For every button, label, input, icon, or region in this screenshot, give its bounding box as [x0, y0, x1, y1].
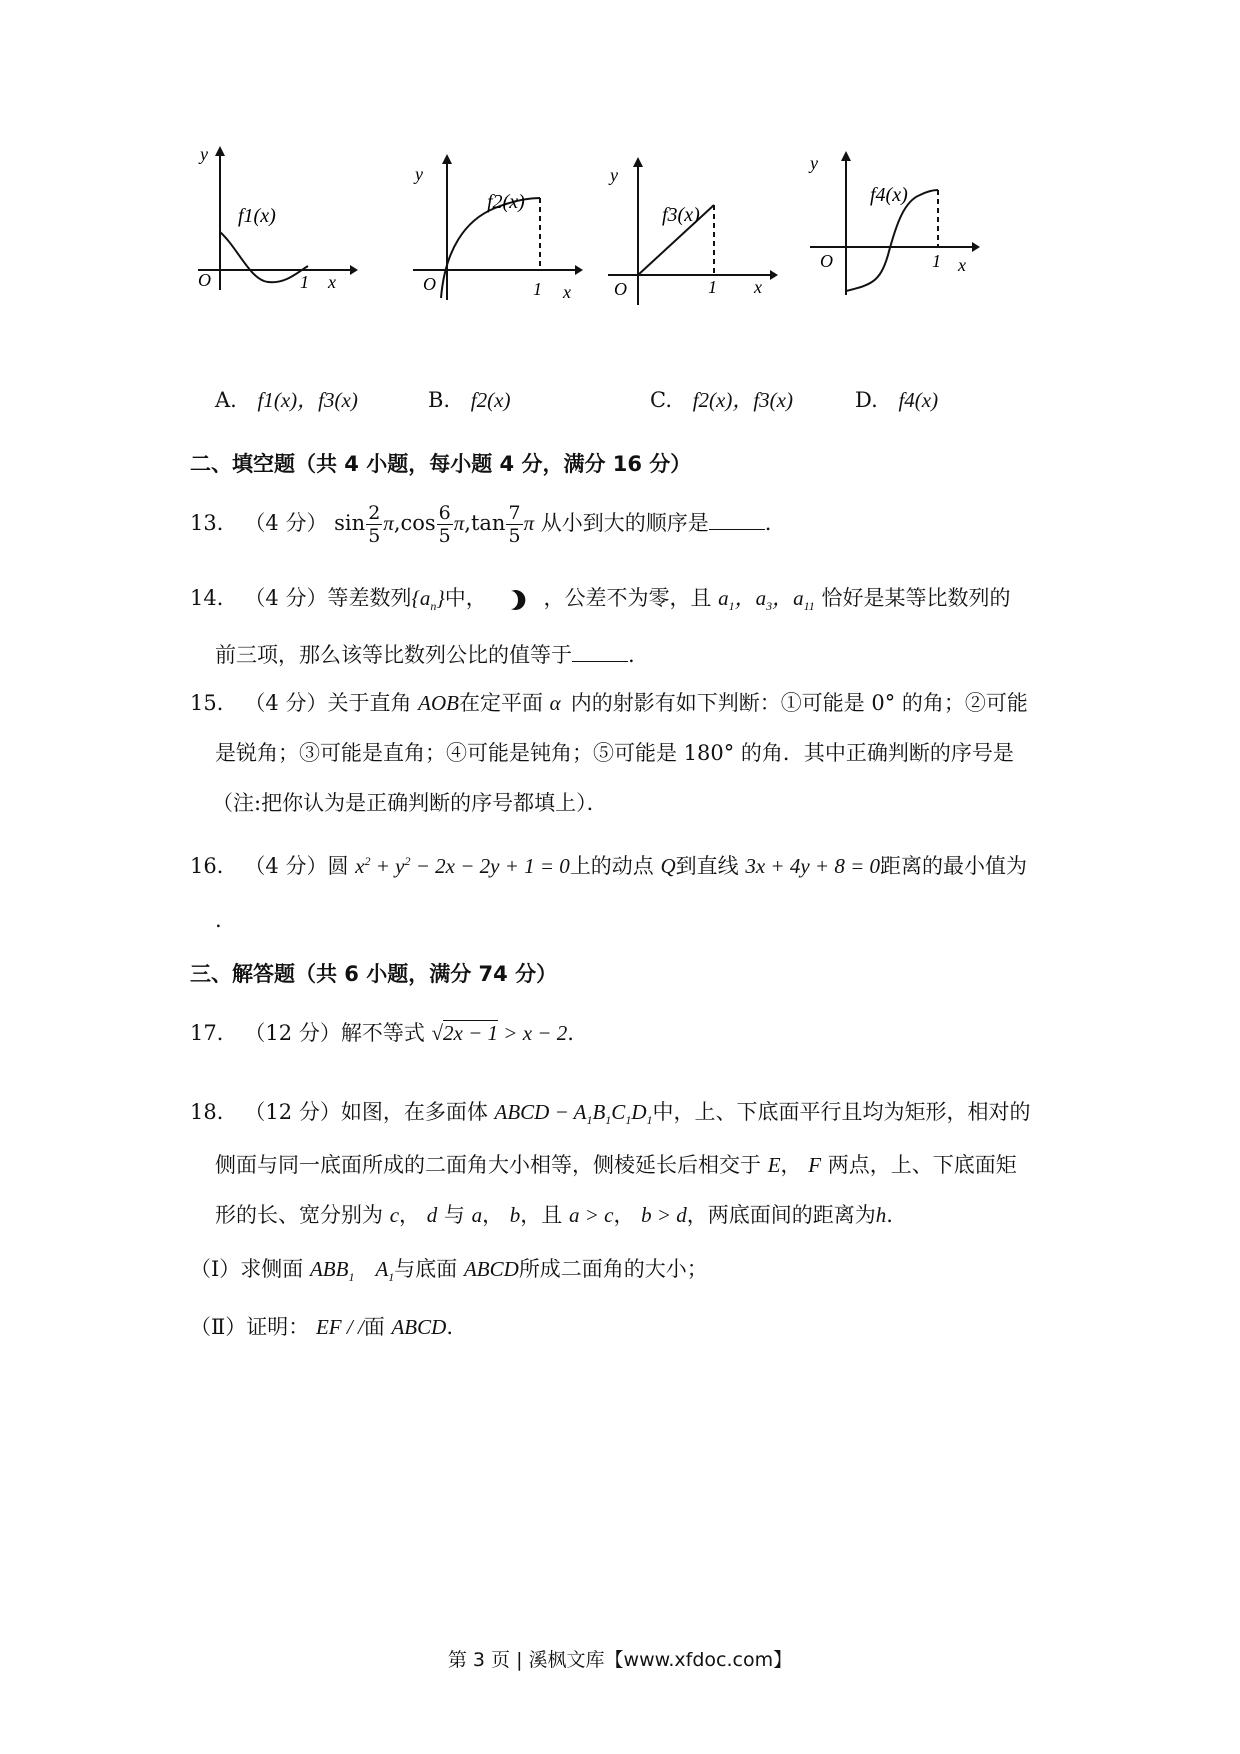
option-b [428, 385, 510, 415]
q15-number: 15． [190, 691, 238, 715]
question-18-line3: 形的长、宽分别为 c， d 与 a， b，且 a > c， b > d，两底面间的距离为h. [215, 1203, 893, 1227]
graph-f1 [190, 140, 360, 320]
graph-f2-origin: O [423, 274, 436, 294]
graph-f1-tick: 1 [300, 272, 309, 292]
graph-f4-tick: 1 [932, 251, 941, 271]
section-3-heading: 三、解答题（共 6 小题，满分 74 分） [190, 962, 558, 986]
option-a [215, 385, 358, 415]
question-18-line2: 侧面与同一底面所成的二面角大小相等，侧棱延长后相交于 E， F 两点，上、下底面矩 [215, 1153, 1017, 1177]
q13-number: 13． [190, 511, 238, 535]
crescent-icon [507, 589, 529, 611]
q14-blank [572, 643, 628, 662]
graph-f2-svg [405, 150, 585, 330]
option-d-letter: D. [855, 388, 878, 412]
option-a-text: f1(x)，f3(x) [257, 388, 358, 412]
graph-f3-x-label: x [754, 277, 762, 297]
q14-score: （4 分） [244, 586, 328, 610]
q13-blank [709, 511, 765, 530]
graph-f1-origin: O [198, 270, 211, 290]
option-c-letter: C. [650, 388, 672, 412]
graph-f4-x-label: x [958, 255, 966, 275]
graph-f2-x-label: x [563, 282, 571, 302]
question-18: 18． （12 分）如图，在多面体 ABCD − $A_1B_1C_1D_1$中，上、下底面平行且均为矩形，相对的 [190, 1100, 1031, 1128]
q17-number: 17． [190, 1021, 238, 1045]
question-15-line2: 是锐角；③可能是直角；④可能是钝角；⑤可能是 180° 的角．其中正确判断的序号是 [215, 741, 1014, 765]
q13-text: 从小到大的顺序是 [540, 511, 709, 535]
graph-f3 [600, 155, 780, 335]
question-18-part2: （Ⅱ）证明： EF / /面 ABCD. [190, 1315, 453, 1339]
q16-number: 16． [190, 854, 238, 878]
graph-f2-tick: 1 [533, 279, 542, 299]
graph-f1-label: f1(x) [238, 205, 276, 227]
graph-f2-label: f2(x) [487, 191, 525, 213]
question-18-part1: （Ⅰ）求侧面 $ABB_1$ $A_1$与底面 ABCD所成二面角的大小； [190, 1257, 708, 1285]
q14-number: 14． [190, 586, 238, 610]
graph-f4-origin: O [820, 251, 833, 271]
question-13: 13． （4 分） sin $\frac{2}{5}$ π,cos $\frac{6}{5}$ π,tan $\frac{7}{5}$ π 从小到大的顺序是 . [190, 502, 772, 547]
section-2-heading: 二、填空题（共 4 小题，每小题 4 分，满分 16 分） [190, 452, 692, 476]
option-c [650, 385, 793, 415]
question-14: 14． （4 分）等差数列$\{a_n\}$中， ，公差不为零，且 $a_1$，$a_3$，$a_{11}$ 恰好是某等比数列的 [190, 586, 1011, 614]
graph-f4 [800, 145, 980, 325]
graph-f1-svg [190, 140, 360, 320]
q17-score: （12 分） [244, 1021, 341, 1045]
q18-number: 18． [190, 1100, 238, 1124]
q13-score: （4 分） [244, 511, 328, 535]
q15-score: （4 分） [244, 691, 328, 715]
graph-f4-label: f4(x) [870, 184, 908, 206]
graph-f3-origin: O [614, 279, 627, 299]
q18-score: （12 分） [244, 1100, 341, 1124]
graph-f3-label: f3(x) [662, 204, 700, 226]
option-b-letter: B. [428, 388, 451, 412]
graph-f2 [405, 150, 585, 330]
graph-f3-y-label: y [610, 165, 618, 185]
graph-f3-tick: 1 [708, 277, 717, 297]
question-15-line3: （注:把你认为是正确判断的序号都填上）． [212, 791, 608, 815]
graph-f1-y-label: y [200, 144, 208, 164]
page-footer: 第 3 页 | 溪枫文库【www.xfdoc.com】 [447, 1649, 793, 1671]
graph-f4-svg [800, 145, 980, 325]
q16-score: （4 分） [244, 854, 328, 878]
question-16-line2: . [215, 908, 222, 932]
option-c-text: f2(x)，f3(x) [692, 388, 793, 412]
graph-f3-svg [600, 155, 780, 335]
question-17: 17． （12 分）解不等式 √2x − 1 > x − 2. [190, 1021, 574, 1045]
graph-f4-y-label: y [810, 153, 818, 173]
q13-formula: sin $\frac{2}{5}$ π,cos $\frac{6}{5}$ π,tan $\frac{7}{5}$ π [334, 502, 535, 547]
option-d-text: f4(x) [898, 388, 939, 412]
option-b-text: f2(x) [470, 388, 511, 412]
graph-f2-y-label: y [415, 164, 423, 184]
question-15: 15． （4 分）关于直角 AOB在定平面 α 内的射影有如下判断：①可能是 0° 的角；②可能 [190, 691, 1028, 715]
question-16: 16． （4 分）圆 $x^2 + y^2 - 2x - 2y + 1 = 0$上的动点 Q到直线 3x + 4y + 8 = 0距离的最小值为 [190, 854, 1028, 878]
option-a-letter: A. [215, 388, 237, 412]
option-d [855, 385, 938, 415]
question-14-line2: 前三项，那么该等比数列公比的值等于 . [215, 643, 635, 667]
graph-f1-x-label: x [328, 272, 336, 292]
